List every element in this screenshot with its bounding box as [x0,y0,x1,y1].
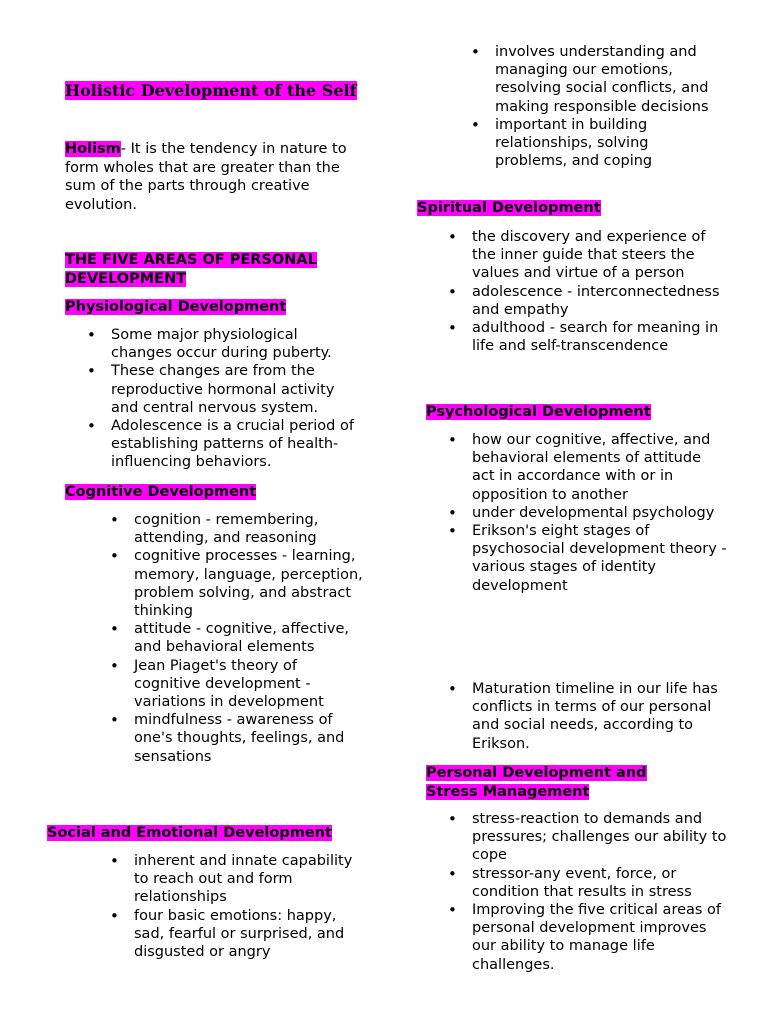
list-item: • important in building relationships, solving problems, and coping [495,116,725,171]
stress-heading: Personal Development and Stress Management [426,765,647,800]
list-item: • the discovery and experience of the inner guide that steers the values and virtue of a person [472,228,728,283]
psychological-extra-list [472,680,728,753]
cognitive-list [134,511,366,766]
holism-term: Holism [65,141,121,157]
five-areas-heading: THE FIVE AREAS OF PERSONAL DEVELOPMENT [65,252,317,287]
spiritual-heading: Spiritual Development [417,200,601,216]
psychological-heading: Psychological Development [426,404,651,420]
holism-paragraph [65,140,365,214]
list-item: • adulthood - search for meaning in life and self-transcendence [472,319,728,355]
list-item: • involves understanding and managing our emotions, resolving social conflicts, and making responsible decisions [495,43,725,116]
list-item: • Adolescence is a crucial period of establishing patterns of health-influencing behaviors. [111,417,361,472]
list-item: • Erikson's eight stages of psychosocial development theory - various stages of identity development [472,522,728,595]
psychological-list [472,431,728,595]
social-list [134,852,366,961]
list-item: • how our cognitive, affective, and behavioral elements of attitude act in accordance with or in opposition to another [472,431,728,504]
list-item: • attitude - cognitive, affective, and behavioral elements [134,620,366,656]
list-item: • mindfulness - awareness of one's thoughts, feelings, and sensations [134,711,366,766]
holism-definition: - It is the tendency in nature to form wholes that are greater than the sum of the parts through creative evolution. [65,141,347,213]
list-item: • stressor-any event, force, or condition that results in stress [472,865,728,901]
list-item: • Jean Piaget's theory of cognitive development - variations in development [134,657,366,712]
physiological-heading: Physiological Development [65,299,287,315]
social-heading: Social and Emotional Development [47,825,332,841]
stress-list [472,810,728,974]
list-item: • stress-reaction to demands and pressures; challenges our ability to cope [472,810,728,865]
list-item: • Maturation timeline in our life has conflicts in terms of our personal and social needs, according to Erikson. [472,680,728,753]
document-title: Holistic Development of the Self [65,81,357,100]
list-item: • under developmental psychology [472,504,728,522]
social-continued-list [495,43,725,170]
physiological-list [111,326,361,472]
list-item: • four basic emotions: happy, sad, fearful or surprised, and disgusted or angry [134,907,366,962]
list-item: • cognition - remembering, attending, and reasoning [134,511,366,547]
list-item: • cognitive processes - learning, memory, language, perception, problem solving, and abstract thinking [134,547,366,620]
list-item: • Some major physiological changes occur during puberty. [111,326,361,362]
list-item: • Improving the five critical areas of personal development improves our ability to manage life challenges. [472,901,728,974]
list-item: • adolescence - interconnectedness and empathy [472,283,728,319]
list-item: • These changes are from the reproductive hormonal activity and central nervous system. [111,362,361,417]
cognitive-heading: Cognitive Development [65,484,257,500]
list-item: • inherent and innate capability to reach out and form relationships [134,852,366,907]
spiritual-list [472,228,728,355]
